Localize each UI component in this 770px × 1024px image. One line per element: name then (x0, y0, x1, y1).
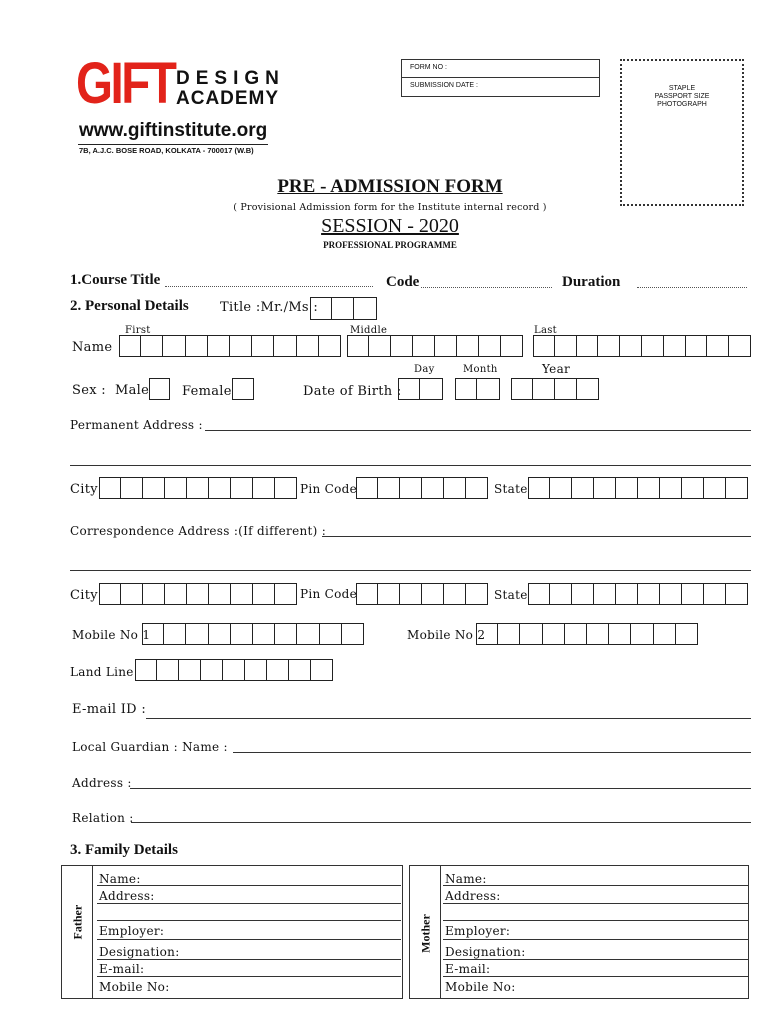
email-field[interactable] (146, 718, 751, 719)
logo-design: DESIGN (176, 68, 285, 89)
mother-email-field[interactable] (443, 976, 748, 977)
logo (72, 51, 285, 154)
logo-gift: GIFT (76, 51, 175, 116)
dob-day-boxes[interactable] (398, 378, 443, 400)
day-caption: Day (414, 364, 435, 375)
mother-employer-label: Employer: (445, 924, 511, 938)
family-details-heading: 3. Family Details (70, 842, 178, 858)
guardian-address-field[interactable] (130, 788, 751, 789)
father-email-label: E-mail: (99, 962, 145, 976)
mother-address-field-2[interactable] (443, 920, 748, 921)
female-checkbox[interactable] (232, 378, 254, 400)
father-address-label: Address: (99, 889, 155, 903)
correspondence-address-label: Correspondence Address :(If different) : (70, 524, 327, 538)
mother-email-label: E-mail: (445, 962, 491, 976)
dob-month-boxes[interactable] (455, 378, 500, 400)
first-name-caption: First (125, 325, 151, 336)
mother-mobile-label: Mobile No: (445, 980, 516, 994)
father-mobile-label: Mobile No: (99, 980, 170, 994)
personal-details-heading: 2. Personal Details (70, 298, 189, 314)
name-label: Name (72, 340, 113, 355)
dob-year-boxes[interactable] (511, 378, 599, 400)
mobile2-boxes[interactable] (476, 623, 698, 645)
dob-label: Date of Birth : (303, 384, 402, 399)
mother-employer-field[interactable] (443, 939, 748, 940)
duration-field[interactable] (637, 287, 747, 288)
form-subtitle: ( Provisional Admission form for the Institute internal record ) (233, 202, 547, 213)
session-title: SESSION - 2020 (321, 215, 459, 237)
father-email-field[interactable] (97, 976, 401, 977)
photo-text-1: STAPLE (668, 85, 696, 92)
correspondence-address-field-2[interactable] (70, 570, 751, 571)
mother-designation-field[interactable] (443, 959, 748, 960)
correspondence-address-field-1[interactable] (322, 536, 751, 537)
code-field[interactable] (421, 287, 552, 288)
logo-academy: ACADEMY (176, 88, 280, 109)
mother-name-field[interactable] (443, 885, 748, 886)
permanent-address-field-2[interactable] (70, 465, 751, 466)
father-employer-label: Employer: (99, 924, 165, 938)
year-caption: Year (542, 362, 571, 376)
father-employer-field[interactable] (97, 939, 401, 940)
title-label: Title :Mr./Ms : (220, 300, 319, 315)
sex-label: Sex : (72, 383, 106, 398)
middle-name-caption: Middle (350, 325, 388, 336)
mobile1-label: Mobile No 1 (72, 628, 151, 642)
course-title-label: 1.Course Title (70, 272, 161, 288)
female-label: Female (182, 384, 232, 399)
permanent-address-field-1[interactable] (205, 430, 751, 431)
logo-divider (78, 144, 268, 145)
relation-field[interactable] (131, 822, 751, 823)
father-address-field-1[interactable] (97, 903, 401, 904)
email-label: E-mail ID : (72, 702, 147, 717)
state-label-2: State (494, 588, 528, 602)
mother-name-label: Name: (445, 872, 487, 886)
city-label-1: City (70, 482, 98, 497)
middle-name-boxes[interactable] (347, 335, 523, 357)
father-label: Father (70, 904, 85, 940)
state-boxes-2[interactable] (528, 583, 748, 605)
duration-label: Duration (562, 274, 621, 290)
pin-code-boxes-1[interactable] (356, 477, 488, 499)
mobile2-label: Mobile No 2 (407, 628, 486, 642)
male-checkbox[interactable] (149, 378, 170, 400)
submission-date-label: SUBMISSION DATE : (410, 82, 478, 89)
landline-boxes[interactable] (135, 659, 333, 681)
mother-label: Mother (418, 914, 433, 953)
course-title-field[interactable] (165, 286, 373, 287)
father-name-field[interactable] (97, 885, 401, 886)
state-label-1: State (494, 482, 528, 496)
guardian-address-label: Address : (72, 776, 132, 790)
father-address-field-2[interactable] (97, 920, 401, 921)
city-boxes-2[interactable] (99, 583, 297, 605)
pin-code-label-2: Pin Code (300, 587, 358, 601)
father-name-label: Name: (99, 872, 141, 886)
form-title: PRE - ADMISSION FORM (277, 176, 503, 197)
form-no-label: FORM NO : (410, 64, 447, 71)
father-designation-field[interactable] (97, 959, 401, 960)
programme-title: PROFESSIONAL PROGRAMME (323, 240, 457, 250)
permanent-address-label: Permanent Address : (70, 418, 203, 432)
first-name-boxes[interactable] (119, 335, 341, 357)
mobile1-boxes[interactable] (142, 623, 364, 645)
city-label-2: City (70, 588, 98, 603)
last-name-boxes[interactable] (533, 335, 751, 357)
logo-url: www.giftinstitute.org (79, 120, 268, 141)
pin-code-label-1: Pin Code (300, 482, 358, 496)
last-name-caption: Last (534, 325, 557, 336)
mother-address-label: Address: (445, 889, 501, 903)
guardian-name-field[interactable] (233, 752, 751, 753)
landline-label: Land Line (70, 665, 134, 679)
state-boxes-1[interactable] (528, 477, 748, 499)
male-label: Male (115, 383, 150, 398)
pin-code-boxes-2[interactable] (356, 583, 488, 605)
code-label: Code (386, 274, 420, 290)
relation-label: Relation : (72, 811, 134, 825)
submission-date-box[interactable] (401, 78, 600, 97)
institute-address: 7B, A.J.C. BOSE ROAD, KOLKATA - 700017 (W.B) (79, 146, 254, 155)
form-no-box[interactable] (401, 59, 600, 78)
mother-address-field-1[interactable] (443, 903, 748, 904)
city-boxes-1[interactable] (99, 477, 297, 499)
photo-text-2: PASSPORT SIZE (654, 93, 710, 100)
title-boxes[interactable] (310, 297, 377, 320)
month-caption: Month (463, 364, 498, 375)
photo-text-3: PHOTOGRAPH (657, 101, 707, 108)
guardian-name-label: Local Guardian : Name : (72, 740, 228, 754)
father-designation-label: Designation: (99, 945, 180, 959)
mother-designation-label: Designation: (445, 945, 526, 959)
